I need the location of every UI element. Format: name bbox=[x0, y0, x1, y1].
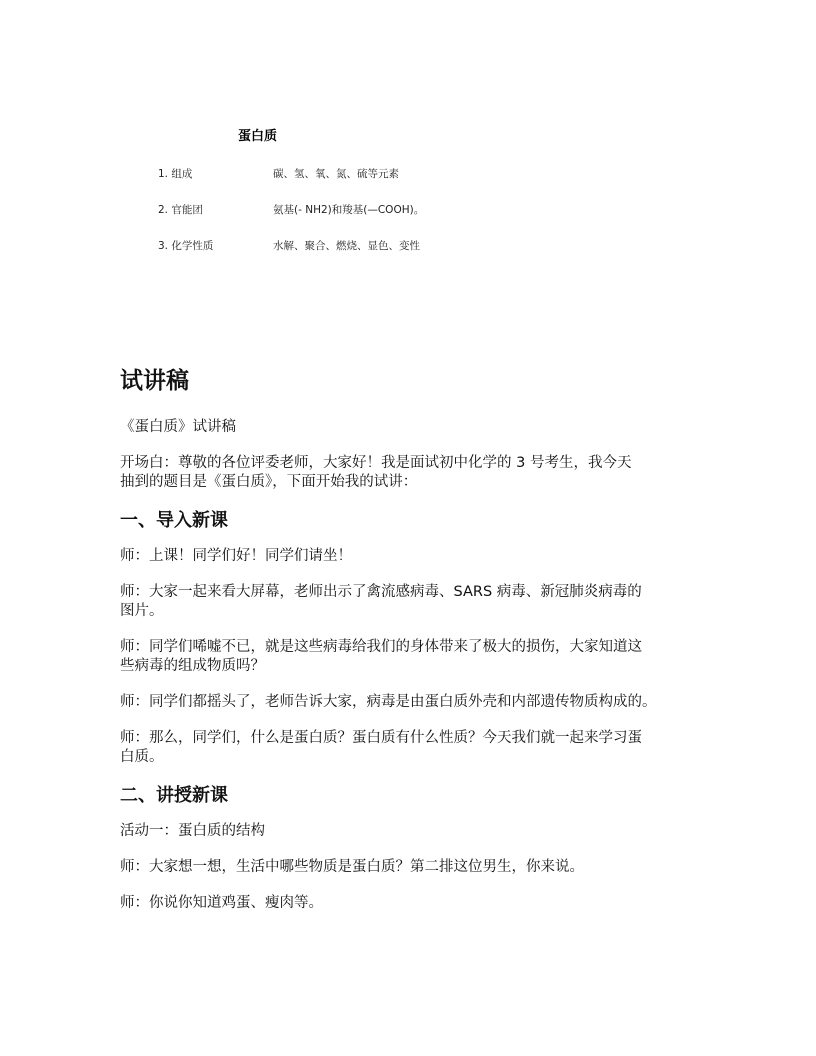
summary-row-composition bbox=[158, 166, 399, 181]
paragraph-line: 图片。 bbox=[120, 603, 164, 619]
document-body bbox=[120, 418, 720, 930]
section-heading-teaching: 二、讲授新课 bbox=[120, 785, 228, 806]
paragraph bbox=[120, 583, 720, 621]
document-title: 试讲稿 bbox=[120, 368, 189, 394]
summary-term: 2. 官能团 bbox=[158, 204, 203, 216]
paragraph: 活动一：蛋白质的结构 bbox=[120, 823, 265, 839]
opening-paragraph bbox=[120, 454, 720, 492]
paragraph: 师：上课！同学们好！同学们请坐！ bbox=[120, 548, 352, 564]
summary-desc: 氨基(- NH2)和羧基(—COOH)。 bbox=[273, 204, 425, 216]
paragraph-line: 师：那么，同学们，什么是蛋白质？蛋白质有什么性质？今天我们就一起来学习蛋 bbox=[120, 730, 642, 746]
summary-term: 3. 化学性质 bbox=[158, 240, 214, 252]
summary-row-functional-group bbox=[158, 202, 424, 217]
paragraph bbox=[120, 729, 720, 767]
summary-row-chemical-properties bbox=[158, 238, 420, 253]
paragraph-line: 师：同学们唏嘘不已，就是这些病毒给我们的身体带来了极大的损伤，大家知道这 bbox=[120, 639, 642, 655]
paragraph-line: 些病毒的组成物质吗？ bbox=[120, 658, 265, 674]
section-heading-intro: 一、导入新课 bbox=[120, 510, 228, 531]
paragraph-line: 白质。 bbox=[120, 749, 164, 765]
summary-title: 蛋白质 bbox=[238, 129, 278, 144]
paragraph: 师：大家想一想，生活中哪些物质是蛋白质？第二排这位男生，你来说。 bbox=[120, 859, 584, 875]
paragraph: 师：同学们都摇头了，老师告诉大家，病毒是由蛋白质外壳和内部遗传物质构成的。 bbox=[120, 694, 657, 710]
summary-desc: 碳、氢、氧、氮、硫等元素 bbox=[273, 168, 399, 180]
summary-term: 1. 组成 bbox=[158, 168, 193, 180]
summary-desc: 水解、聚合、燃烧、显色、变性 bbox=[273, 240, 420, 252]
paragraph-line: 抽到的题目是《蛋白质》，下面开始我的试讲： bbox=[120, 474, 418, 490]
paragraph-line: 师：大家一起来看大屏幕，老师出示了禽流感病毒、SARS 病毒、新冠肺炎病毒的 bbox=[120, 584, 642, 600]
paragraph bbox=[120, 638, 720, 676]
paragraph-line: 开场白：尊敬的各位评委老师，大家好！我是面试初中化学的 3 号考生，我今天 bbox=[120, 455, 632, 471]
paragraph: 师：你说你知道鸡蛋、瘦肉等。 bbox=[120, 895, 323, 911]
document-subtitle: 《蛋白质》试讲稿 bbox=[120, 419, 236, 435]
